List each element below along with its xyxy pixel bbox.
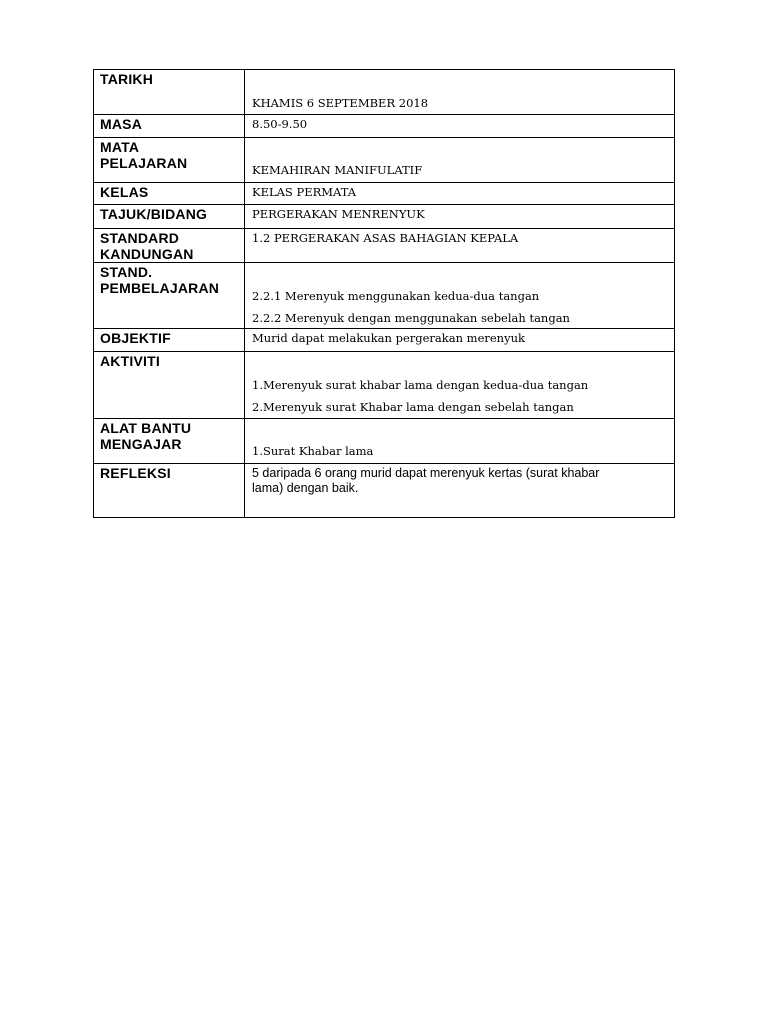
value-cell xyxy=(245,229,675,263)
value-cell xyxy=(245,464,675,518)
row-aktiviti xyxy=(94,352,675,419)
value-cell xyxy=(245,352,675,419)
label-cell xyxy=(94,263,245,329)
row-label-line: STAND. xyxy=(100,264,153,280)
row-value-line: 2.2.2 Merenyuk dengan menggunakan sebelah tangan xyxy=(252,311,570,325)
row-label-line: STANDARD xyxy=(100,230,180,246)
label-cell xyxy=(94,329,245,352)
row-refleksi xyxy=(94,464,675,518)
row-tarikh xyxy=(94,70,675,115)
value-cell xyxy=(245,329,675,352)
value-cell xyxy=(245,138,675,183)
label-cell xyxy=(94,115,245,138)
row-value: 1.2 PERGERAKAN ASAS BAHAGIAN KEPALA xyxy=(252,231,519,245)
row-kelas xyxy=(94,183,675,205)
row-value-line: 2.Merenyuk surat Khabar lama dengan sebelah tangan xyxy=(252,400,574,414)
row-value: KEMAHIRAN MANIFULATIF xyxy=(252,163,423,177)
row-value-line: lama) dengan baik. xyxy=(252,481,359,495)
value-cell xyxy=(245,70,675,115)
row-objektif xyxy=(94,329,675,352)
value-cell xyxy=(245,205,675,229)
value-cell xyxy=(245,419,675,464)
row-label-line: ALAT BANTU xyxy=(100,420,192,436)
row-label-line: KANDUNGAN xyxy=(100,246,194,262)
row-value: Murid dapat melakukan pergerakan merenyuk xyxy=(252,331,525,345)
row-label-line: PEMBELAJARAN xyxy=(100,280,220,296)
row-value: 1.Surat Khabar lama xyxy=(252,444,374,458)
row-value: 8.50-9.50 xyxy=(252,117,308,131)
row-value: KELAS PERMATA xyxy=(252,185,357,199)
row-label-line: MENGAJAR xyxy=(100,436,182,452)
row-tajuk-bidang xyxy=(94,205,675,229)
row-label: TARIKH xyxy=(100,71,154,87)
row-label-line: MATA xyxy=(100,139,140,155)
row-value: KHAMIS 6 SEPTEMBER 2018 xyxy=(252,96,429,110)
row-mata-pelajaran xyxy=(94,138,675,183)
label-cell xyxy=(94,419,245,464)
row-label: TAJUK/BIDANG xyxy=(100,206,208,222)
row-label: KELAS xyxy=(100,184,149,200)
lesson-plan-table xyxy=(93,69,675,518)
row-masa xyxy=(94,115,675,138)
row-value-line: 1.Merenyuk surat khabar lama dengan kedua-dua tangan xyxy=(252,378,589,392)
row-value-line: 5 daripada 6 orang murid dapat merenyuk kertas (surat khabar xyxy=(252,466,600,480)
row-standard-kandungan xyxy=(94,229,675,263)
label-cell xyxy=(94,352,245,419)
row-value-line: 2.2.1 Merenyuk menggunakan kedua-dua tangan xyxy=(252,289,540,303)
value-cell xyxy=(245,115,675,138)
label-cell xyxy=(94,229,245,263)
row-label-line: PELAJARAN xyxy=(100,155,188,171)
row-value: PERGERAKAN MENRENYUK xyxy=(252,207,425,221)
row-stand-pembelajaran xyxy=(94,263,675,329)
label-cell xyxy=(94,183,245,205)
row-alat-bantu-mengajar xyxy=(94,419,675,464)
label-cell xyxy=(94,464,245,518)
row-label: AKTIVITI xyxy=(100,353,160,369)
row-label: MASA xyxy=(100,116,143,132)
label-cell xyxy=(94,138,245,183)
label-cell xyxy=(94,70,245,115)
row-label: REFLEKSI xyxy=(100,465,171,481)
label-cell xyxy=(94,205,245,229)
value-cell xyxy=(245,183,675,205)
value-cell xyxy=(245,263,675,329)
row-label: OBJEKTIF xyxy=(100,330,171,346)
